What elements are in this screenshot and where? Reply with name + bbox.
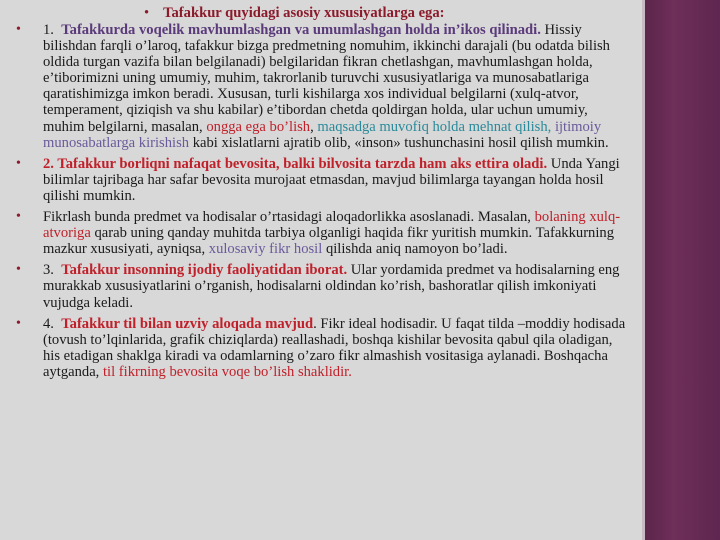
p3-text-a: Fikrlash bunda predmet va hodisalar o’rtasidagi aloqadorlikka asoslanadi. Masalan, [43, 209, 531, 226]
p3-text-b: qarab uning qanday muhitda tarbiya olganligi haqida fikr yuritish mumkin. Tafakkurning mazkur xususiyati, ayniqsa, [43, 225, 614, 258]
p5-text-a: . Fikr ideal hodisadir. U faqat tilda –moddiy hodisada (tovush to’lqinlarida, grafik chiziqlarda) reallashadi, boshqa kishilar bevosita qabul qila oladigan, his etadigan shaklga kiradi va odamlarning o’zaro fikr almashish vositasiga aylanadi. Boshqacha aytganda, [43, 315, 626, 380]
p4-number: 3. [43, 262, 54, 279]
bullet-icon: • [16, 209, 21, 225]
p3-highlight-1: bolaning xulq-atvoriga [43, 209, 621, 242]
paragraph-4 [10, 262, 626, 310]
bullet-icon: • [16, 155, 21, 171]
p3-highlight-2: xulosaviy fikr hosil [208, 241, 323, 258]
p1-heading: Tafakkurda voqelik mavhumlashgan va umumlashgan holda in’ikos qilinadi. [61, 22, 541, 38]
title-bullet-icon: • [144, 5, 150, 21]
p2-text: Unda Yangi bilimlar tajribaga har safar bevosita murojaat etmasdan, mavjud bilimlarga tayangan holda hosil qilishi mumkin. [43, 155, 620, 204]
content-body [10, 22, 626, 380]
bullet-icon: • [16, 315, 21, 331]
bullet-icon: • [16, 262, 21, 278]
p1-highlight-2: maqsadga muvofiq holda mehnat qilish, [317, 118, 552, 135]
p4-text: Ular yordamida predmet va hodisalarning eng murakkab xususiyatlarini o’rganish, hodisalarni oldindan ko’rish, bashoratlar qilish imkoniyati vujudga keladi. [43, 262, 620, 311]
decorative-side-bar [642, 0, 720, 540]
bullet-icon: • [16, 22, 21, 37]
paragraph-5 [10, 316, 626, 380]
paragraph-1: • 1. Tafakkurda voqelik mavhumlashgan va umumlashgan holda in’ikos qilinadi. Hissiy bilishdan farqli o’laroq, tafakkur bizga predmetning nomuhim, ikkinchi darajali (bu odatda bilish oldida turgan vazifa bilan belgilanadi) belgilaridan fikran chetlashgan, mavhumlashgan holda, e’tiborimizni uning umumiy, muhim, takrorlanib turuvchi xususiyatlariga va munosabatlariga qaratishimizga imkon beradi. Xususan, turli kishilarga xos individual belgilarni (xulq-atvor, temperament, qiziqish va shu kabilar) e’tibordan chetda qoldirgan holda, ular uchun umumiy, muhim belgilarni, masalan, ongga ega bo’lish, maqsadga muvofiq holda mehnat qilish, ijtimoiy munosabatlarga kirishish kabi xislatlarni ajratib olib, «inson» tushunchasini hosil qilish mumkin. [16, 22, 610, 151]
p5-highlight-1: til fikrning bevosita voqe bo’lish shaklidir. [102, 363, 352, 380]
slide-title [144, 5, 445, 22]
p3-text-c: qilishda aniq namoyon bo’ladi. [325, 241, 508, 258]
p1-number: 1. [43, 22, 54, 38]
p5-heading: Tafakkur til bilan uzviy aloqada mavjud [61, 315, 314, 332]
paragraph-3 [10, 209, 626, 257]
p1-text-b: kabi xislatlarni ajratib olib, «inson» tushunchasini hosil qilish mumkin. [192, 134, 609, 151]
p5-number: 4. [43, 315, 54, 332]
p1-text-a: Hissiy bilishdan farqli o’laroq, tafakkur bizga predmetning nomuhim, ikkinchi darajali (bu odatda bilish oldida turgan vazifa bilan belgilanadi) belgilaridan fikran chetlashgan, mavhumlashgan holda, e’tiborimizni uning umumiy, muhim, takrorlanib turuvchi xususiyatlariga va munosabatlariga qaratishimizga imkon beradi. Xususan, turli kishilarga xos individual belgilarni (xulq-atvor, temperament, qiziqish va shu kabilar) e’tibordan chetda qoldirgan holda, ular uchun umumiy, muhim belgilarni, masalan, [43, 22, 610, 135]
p1-highlight-1: ongga ega bo’lish [206, 118, 311, 135]
p2-heading: 2. Tafakkur borliqni nafaqat bevosita, balki bilvosita tarzda ham aks ettira oladi. [43, 155, 548, 172]
side-bar-edge [642, 0, 645, 540]
paragraph-2 [10, 156, 626, 204]
p4-heading: Tafakkur insonning ijodiy faoliyatidan iborat. [61, 262, 348, 279]
p1-highlight-3: ijtimoiy munosabatlarga kirishish [43, 118, 602, 151]
title-text: Tafakkur quyidagi asosiy xususiyatlarga ega: [163, 5, 445, 21]
